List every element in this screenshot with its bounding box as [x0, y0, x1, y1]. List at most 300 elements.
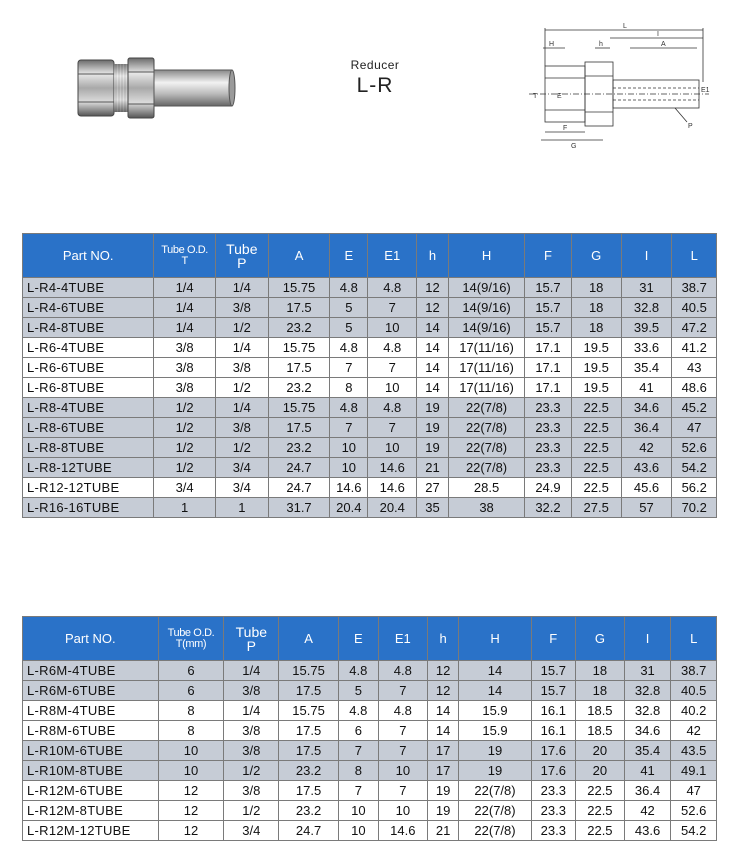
part-number-cell: L-R8M-6TUBE — [23, 721, 159, 741]
a-cell: 17.5 — [279, 781, 338, 801]
a-cell: 23.2 — [268, 438, 329, 458]
e-cell: 8 — [338, 761, 378, 781]
h-small-cell: 27 — [417, 478, 449, 498]
l-cell: 70.2 — [672, 498, 717, 518]
e1-cell: 7 — [378, 741, 427, 761]
svg-text:T: T — [533, 93, 538, 100]
i-cell: 33.6 — [621, 338, 672, 358]
h-small-cell: 19 — [417, 398, 449, 418]
part-number-cell: L-R12-12TUBE — [23, 478, 154, 498]
tube-p-cell: 1/2 — [215, 318, 268, 338]
e-cell: 5 — [338, 681, 378, 701]
g-cell: 18 — [571, 278, 621, 298]
h-small-cell: 19 — [417, 418, 449, 438]
e-cell: 6 — [338, 721, 378, 741]
col-tube-p: Tube P — [224, 617, 279, 661]
h-small-cell: 17 — [427, 761, 459, 781]
f-cell: 23.3 — [525, 418, 572, 438]
col-e1: E1 — [368, 234, 417, 278]
g-cell: 18 — [576, 681, 625, 701]
part-number-cell: L-R4-4TUBE — [23, 278, 154, 298]
svg-text:F: F — [563, 125, 568, 132]
svg-text:G: G — [571, 143, 577, 150]
part-number-cell: L-R6-4TUBE — [23, 338, 154, 358]
f-cell: 15.7 — [531, 661, 576, 681]
h-big-cell: 22(7/8) — [448, 398, 524, 418]
h-small-cell: 14 — [427, 721, 459, 741]
part-number-cell: L-R8-8TUBE — [23, 438, 154, 458]
e1-cell: 14.6 — [368, 458, 417, 478]
i-cell: 32.8 — [621, 298, 672, 318]
tube-od-cell: 3/8 — [154, 358, 215, 378]
a-cell: 23.2 — [279, 801, 338, 821]
f-cell: 17.6 — [531, 741, 576, 761]
table-row — [23, 781, 717, 801]
tube-p-cell: 1/4 — [215, 398, 268, 418]
reducer-fitting-photo-icon — [70, 52, 240, 124]
g-cell: 18 — [571, 318, 621, 338]
tube-od-cell: 12 — [158, 781, 224, 801]
l-cell: 43 — [672, 358, 717, 378]
tube-p-cell: 1/2 — [215, 378, 268, 398]
h-big-cell: 38 — [448, 498, 524, 518]
h-small-cell: 17 — [427, 741, 459, 761]
l-cell: 38.7 — [672, 278, 717, 298]
e-cell: 10 — [338, 801, 378, 821]
table-row — [23, 418, 717, 438]
col-e1: E1 — [378, 617, 427, 661]
a-cell: 31.7 — [268, 498, 329, 518]
a-cell: 23.2 — [279, 761, 338, 781]
g-cell: 22.5 — [576, 821, 625, 841]
g-cell: 19.5 — [571, 378, 621, 398]
i-cell: 42 — [624, 801, 671, 821]
h-big-cell: 22(7/8) — [448, 458, 524, 478]
part-number-cell: L-R12M-6TUBE — [23, 781, 159, 801]
h-big-cell: 22(7/8) — [448, 438, 524, 458]
tube-p-cell: 3/4 — [215, 478, 268, 498]
col-f: F — [531, 617, 576, 661]
tube-p-cell: 1/4 — [224, 661, 279, 681]
h-small-cell: 14 — [427, 701, 459, 721]
tube-od-cell: 12 — [158, 821, 224, 841]
l-cell: 47 — [672, 418, 717, 438]
a-cell: 24.7 — [268, 458, 329, 478]
f-cell: 23.3 — [525, 458, 572, 478]
h-small-cell: 14 — [417, 318, 449, 338]
g-cell: 27.5 — [571, 498, 621, 518]
tube-p-cell: 3/8 — [215, 418, 268, 438]
f-cell: 17.6 — [531, 761, 576, 781]
h-small-cell: 14 — [417, 378, 449, 398]
col-tube-od: Tube O.D. T — [154, 234, 215, 278]
g-cell: 18 — [576, 661, 625, 681]
h-small-cell: 14 — [417, 338, 449, 358]
e-cell: 7 — [330, 358, 368, 378]
l-cell: 49.1 — [671, 761, 717, 781]
table-header-row — [23, 617, 717, 661]
part-number-cell: L-R4-8TUBE — [23, 318, 154, 338]
tube-p-cell: 3/8 — [224, 721, 279, 741]
h-small-cell: 21 — [427, 821, 459, 841]
tube-p-cell: 3/8 — [215, 358, 268, 378]
h-small-cell: 19 — [417, 438, 449, 458]
table-header-row — [23, 234, 717, 278]
h-small-cell: 12 — [427, 681, 459, 701]
part-number-cell: L-R8-6TUBE — [23, 418, 154, 438]
h-big-cell: 28.5 — [448, 478, 524, 498]
h-big-cell: 19 — [459, 741, 531, 761]
h-small-cell: 19 — [427, 801, 459, 821]
h-big-cell: 17(11/16) — [448, 358, 524, 378]
l-cell: 52.6 — [671, 801, 717, 821]
i-cell: 34.6 — [621, 398, 672, 418]
svg-text:P: P — [688, 123, 693, 130]
spec-table-imperial — [22, 233, 717, 518]
tube-od-cell: 10 — [158, 741, 224, 761]
tube-od-cell: 1/4 — [154, 298, 215, 318]
h-big-cell: 22(7/8) — [459, 781, 531, 801]
f-cell: 32.2 — [525, 498, 572, 518]
h-small-cell: 14 — [417, 358, 449, 378]
table-row — [23, 761, 717, 781]
col-h-big: H — [459, 617, 531, 661]
tube-od-cell: 6 — [158, 661, 224, 681]
part-number-cell: L-R8-12TUBE — [23, 458, 154, 478]
tube-p-cell: 3/4 — [224, 821, 279, 841]
i-cell: 39.5 — [621, 318, 672, 338]
h-small-cell: 12 — [417, 298, 449, 318]
l-cell: 43.5 — [671, 741, 717, 761]
svg-text:E1: E1 — [701, 87, 710, 94]
part-number-cell: L-R6-8TUBE — [23, 378, 154, 398]
spec-table-metric — [22, 616, 717, 841]
e1-cell: 7 — [368, 358, 417, 378]
tube-od-cell: 3/8 — [154, 378, 215, 398]
tube-p-cell: 3/8 — [224, 681, 279, 701]
f-cell: 16.1 — [531, 701, 576, 721]
svg-text:h: h — [599, 41, 603, 48]
e1-cell: 4.8 — [368, 278, 417, 298]
g-cell: 18 — [571, 298, 621, 318]
h-big-cell: 22(7/8) — [448, 418, 524, 438]
i-cell: 32.8 — [624, 701, 671, 721]
tube-od-cell: 1/2 — [154, 458, 215, 478]
a-cell: 15.75 — [268, 338, 329, 358]
tube-od-cell: 1/4 — [154, 278, 215, 298]
col-l: L — [672, 234, 717, 278]
e1-cell: 7 — [378, 721, 427, 741]
i-cell: 41 — [624, 761, 671, 781]
h-small-cell: 19 — [427, 781, 459, 801]
e1-cell: 10 — [368, 378, 417, 398]
spec-table-imperial-body — [23, 278, 717, 518]
i-cell: 31 — [621, 278, 672, 298]
svg-text:E: E — [557, 93, 562, 100]
tube-p-cell: 1/2 — [224, 761, 279, 781]
i-cell: 36.4 — [621, 418, 672, 438]
h-big-cell: 14 — [459, 661, 531, 681]
a-cell: 23.2 — [268, 318, 329, 338]
table-row — [23, 741, 717, 761]
tube-p-cell: 3/8 — [224, 741, 279, 761]
i-cell: 57 — [621, 498, 672, 518]
a-cell: 24.7 — [279, 821, 338, 841]
tube-od-cell: 10 — [158, 761, 224, 781]
a-cell: 23.2 — [268, 378, 329, 398]
h-big-cell: 14(9/16) — [448, 278, 524, 298]
i-cell: 43.6 — [624, 821, 671, 841]
table-row — [23, 378, 717, 398]
spec-table-metric-body — [23, 661, 717, 841]
f-cell: 23.3 — [531, 781, 576, 801]
l-cell: 40.5 — [672, 298, 717, 318]
tube-od-cell: 3/4 — [154, 478, 215, 498]
tube-od-cell: 1/2 — [154, 418, 215, 438]
part-number-cell: L-R12M-8TUBE — [23, 801, 159, 821]
h-big-cell: 15.9 — [459, 721, 531, 741]
e-cell: 4.8 — [330, 338, 368, 358]
table-row — [23, 438, 717, 458]
h-big-cell: 22(7/8) — [459, 821, 531, 841]
g-cell: 19.5 — [571, 358, 621, 378]
part-number-cell: L-R4-6TUBE — [23, 298, 154, 318]
col-tube-p: Tube P — [215, 234, 268, 278]
tube-p-cell: 3/8 — [224, 781, 279, 801]
col-i: I — [624, 617, 671, 661]
h-small-cell: 21 — [417, 458, 449, 478]
g-cell: 22.5 — [571, 458, 621, 478]
e-cell: 7 — [338, 741, 378, 761]
l-cell: 54.2 — [671, 821, 717, 841]
part-number-cell: L-R6M-4TUBE — [23, 661, 159, 681]
e-cell: 10 — [338, 821, 378, 841]
e1-cell: 10 — [368, 318, 417, 338]
tube-p-cell: 1/2 — [215, 438, 268, 458]
l-cell: 47.2 — [672, 318, 717, 338]
e1-cell: 7 — [368, 298, 417, 318]
i-cell: 31 — [624, 661, 671, 681]
tube-od-cell: 8 — [158, 721, 224, 741]
product-subtitle: Reducer — [350, 58, 400, 72]
g-cell: 22.5 — [576, 781, 625, 801]
tube-od-cell: 1/2 — [154, 438, 215, 458]
i-cell: 35.4 — [624, 741, 671, 761]
e-cell: 4.8 — [338, 701, 378, 721]
l-cell: 40.5 — [671, 681, 717, 701]
h-big-cell: 15.9 — [459, 701, 531, 721]
table-row — [23, 681, 717, 701]
e1-cell: 10 — [378, 761, 427, 781]
a-cell: 17.5 — [279, 721, 338, 741]
tube-od-cell: 3/8 — [154, 338, 215, 358]
table-row — [23, 701, 717, 721]
f-cell: 23.3 — [525, 438, 572, 458]
table-row — [23, 398, 717, 418]
a-cell: 17.5 — [268, 298, 329, 318]
tube-p-cell: 1/4 — [215, 338, 268, 358]
col-e: E — [338, 617, 378, 661]
e1-cell: 10 — [378, 801, 427, 821]
col-h-big: H — [448, 234, 524, 278]
col-e: E — [330, 234, 368, 278]
col-g: G — [571, 234, 621, 278]
table-row — [23, 821, 717, 841]
tube-p-cell: 1/4 — [215, 278, 268, 298]
e-cell: 10 — [330, 438, 368, 458]
tube-p-cell: 1/4 — [224, 701, 279, 721]
e1-cell: 7 — [378, 681, 427, 701]
g-cell: 20 — [576, 741, 625, 761]
tube-p-cell: 3/8 — [215, 298, 268, 318]
part-number-cell: L-R12M-12TUBE — [23, 821, 159, 841]
e-cell: 5 — [330, 318, 368, 338]
g-cell: 18.5 — [576, 721, 625, 741]
tube-p-cell: 1 — [215, 498, 268, 518]
l-cell: 56.2 — [672, 478, 717, 498]
part-number-cell: L-R6-6TUBE — [23, 358, 154, 378]
tube-od-cell: 6 — [158, 681, 224, 701]
table-row — [23, 661, 717, 681]
e1-cell: 7 — [378, 781, 427, 801]
h-big-cell: 19 — [459, 761, 531, 781]
i-cell: 35.4 — [621, 358, 672, 378]
table-row — [23, 478, 717, 498]
a-cell: 15.75 — [279, 701, 338, 721]
e1-cell: 10 — [368, 438, 417, 458]
g-cell: 22.5 — [571, 478, 621, 498]
part-number-cell: L-R10M-6TUBE — [23, 741, 159, 761]
reducer-technical-drawing-icon — [515, 22, 715, 154]
g-cell: 20 — [576, 761, 625, 781]
h-big-cell: 22(7/8) — [459, 801, 531, 821]
col-i: I — [621, 234, 672, 278]
tube-p-cell: 3/4 — [215, 458, 268, 478]
tube-p-cell: 1/2 — [224, 801, 279, 821]
l-cell: 38.7 — [671, 661, 717, 681]
col-h-small: h — [427, 617, 459, 661]
col-h-small: h — [417, 234, 449, 278]
i-cell: 36.4 — [624, 781, 671, 801]
l-cell: 45.2 — [672, 398, 717, 418]
e-cell: 14.6 — [330, 478, 368, 498]
e-cell: 5 — [330, 298, 368, 318]
f-cell: 24.9 — [525, 478, 572, 498]
part-number-cell: L-R8-4TUBE — [23, 398, 154, 418]
e-cell: 4.8 — [338, 661, 378, 681]
g-cell: 22.5 — [571, 398, 621, 418]
f-cell: 23.3 — [531, 821, 576, 841]
l-cell: 54.2 — [672, 458, 717, 478]
a-cell: 15.75 — [268, 278, 329, 298]
col-a: A — [268, 234, 329, 278]
e1-cell: 4.8 — [378, 701, 427, 721]
e1-cell: 7 — [368, 418, 417, 438]
part-number-cell: L-R8M-4TUBE — [23, 701, 159, 721]
e-cell: 8 — [330, 378, 368, 398]
i-cell: 43.6 — [621, 458, 672, 478]
f-cell: 17.1 — [525, 338, 572, 358]
f-cell: 15.7 — [531, 681, 576, 701]
e1-cell: 14.6 — [368, 478, 417, 498]
h-big-cell: 14 — [459, 681, 531, 701]
table-row — [23, 721, 717, 741]
l-cell: 42 — [671, 721, 717, 741]
f-cell: 15.7 — [525, 318, 572, 338]
a-cell: 15.75 — [279, 661, 338, 681]
e-cell: 10 — [330, 458, 368, 478]
tube-od-cell: 12 — [158, 801, 224, 821]
h-small-cell: 12 — [417, 278, 449, 298]
e-cell: 4.8 — [330, 278, 368, 298]
tube-od-cell: 1 — [154, 498, 215, 518]
l-cell: 47 — [671, 781, 717, 801]
f-cell: 17.1 — [525, 378, 572, 398]
g-cell: 18.5 — [576, 701, 625, 721]
i-cell: 32.8 — [624, 681, 671, 701]
table-row — [23, 498, 717, 518]
col-g: G — [576, 617, 625, 661]
g-cell: 19.5 — [571, 338, 621, 358]
col-part-no: Part NO. — [23, 617, 159, 661]
l-cell: 48.6 — [672, 378, 717, 398]
col-part-no: Part NO. — [23, 234, 154, 278]
table-row — [23, 338, 717, 358]
i-cell: 34.6 — [624, 721, 671, 741]
f-cell: 23.3 — [531, 801, 576, 821]
a-cell: 17.5 — [268, 418, 329, 438]
h-big-cell: 14(9/16) — [448, 298, 524, 318]
svg-text:L: L — [623, 23, 627, 30]
svg-text:A: A — [661, 41, 666, 48]
l-cell: 40.2 — [671, 701, 717, 721]
product-header — [0, 0, 740, 200]
g-cell: 22.5 — [571, 418, 621, 438]
e1-cell: 4.8 — [368, 338, 417, 358]
a-cell: 24.7 — [268, 478, 329, 498]
e-cell: 7 — [330, 418, 368, 438]
part-number-cell: L-R16-16TUBE — [23, 498, 154, 518]
f-cell: 17.1 — [525, 358, 572, 378]
e1-cell: 20.4 — [368, 498, 417, 518]
product-caption — [320, 58, 430, 98]
a-cell: 17.5 — [279, 681, 338, 701]
col-f: F — [525, 234, 572, 278]
table-row — [23, 801, 717, 821]
table-row — [23, 298, 717, 318]
h-big-cell: 17(11/16) — [448, 338, 524, 358]
col-a: A — [279, 617, 338, 661]
tube-od-cell: 1/2 — [154, 398, 215, 418]
i-cell: 41 — [621, 378, 672, 398]
f-cell: 16.1 — [531, 721, 576, 741]
h-small-cell: 12 — [427, 661, 459, 681]
h-big-cell: 14(9/16) — [448, 318, 524, 338]
e1-cell: 4.8 — [378, 661, 427, 681]
g-cell: 22.5 — [576, 801, 625, 821]
i-cell: 45.6 — [621, 478, 672, 498]
e1-cell: 4.8 — [368, 398, 417, 418]
f-cell: 15.7 — [525, 298, 572, 318]
f-cell: 15.7 — [525, 278, 572, 298]
e1-cell: 14.6 — [378, 821, 427, 841]
col-l: L — [671, 617, 717, 661]
e-cell: 4.8 — [330, 398, 368, 418]
table-row — [23, 458, 717, 478]
tube-od-cell: 8 — [158, 701, 224, 721]
a-cell: 17.5 — [268, 358, 329, 378]
product-title: L-R — [356, 74, 394, 97]
